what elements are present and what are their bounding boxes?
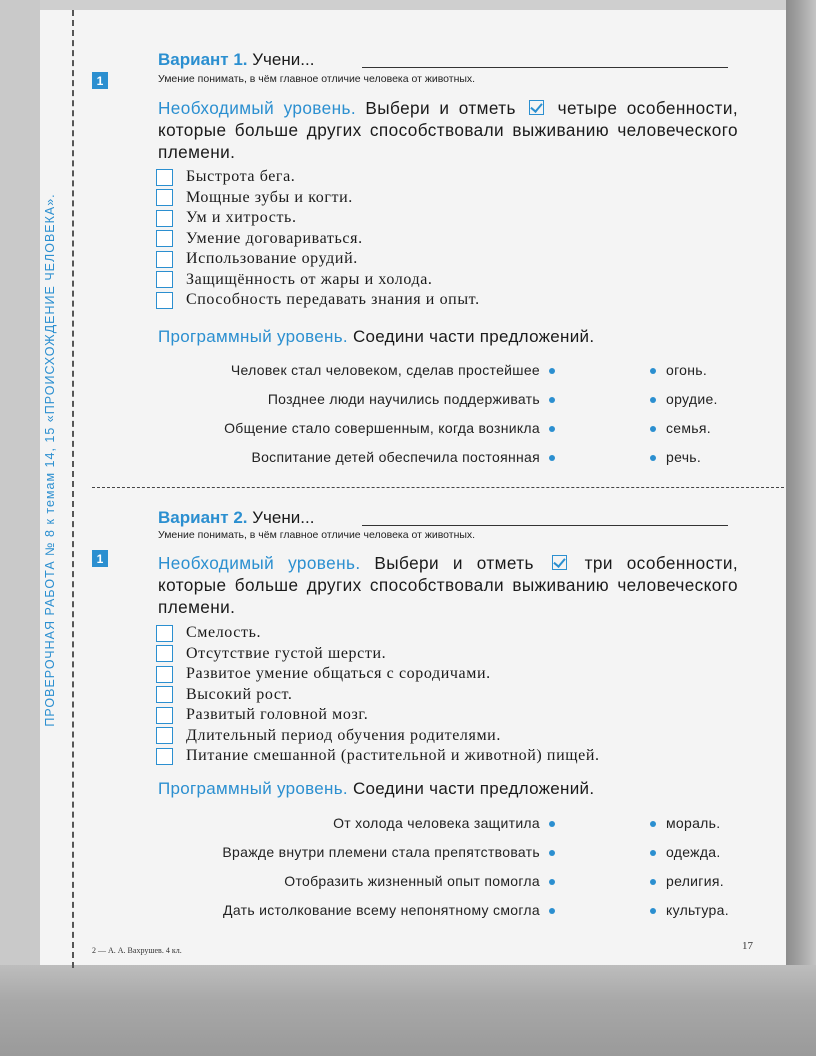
match-right-text: религия. (666, 873, 724, 889)
variant-2-option (156, 664, 600, 685)
scan-background-bottom (0, 965, 816, 1056)
checkbox[interactable] (156, 292, 173, 309)
checkmark-icon (529, 100, 544, 115)
option-label: Отсутствие густой шерсти. (186, 644, 387, 662)
variant-1-task-after: четыре особенности, которые больше других способствовали выживанию человеческого племени. (158, 98, 739, 162)
match-left-text: Воспитание детей обеспечила постоянная (251, 449, 540, 465)
variant-2-option (156, 623, 600, 644)
option-label: Питание смешанной (растительной и животной) пищей. (186, 747, 600, 765)
match-right-text: культура. (666, 902, 729, 918)
variant-1-task-level: Необходимый уровень. (158, 98, 357, 118)
match-left-text: Отобразить жизненный опыт помогла (284, 873, 540, 889)
variant-2-program-text: Соедини части предложений. (347, 779, 595, 798)
match-dot-left[interactable] (549, 368, 555, 374)
checkbox[interactable] (156, 645, 173, 662)
variant-1-option (156, 249, 480, 270)
checkbox[interactable] (156, 686, 173, 703)
match-dot-left[interactable] (549, 850, 555, 856)
variant-1-option (156, 208, 480, 229)
variant-1-task-text (158, 97, 738, 163)
variant-1-program-task (158, 327, 594, 347)
match-left-text: Позднее люди научились поддерживать (267, 391, 540, 407)
match-dot-left[interactable] (549, 426, 555, 432)
variant-2-student-label: Учени... (252, 508, 315, 527)
footer-credit: 2 — А. А. Вахрушев. 4 кл. (92, 946, 182, 955)
match-dot-right[interactable] (650, 821, 656, 827)
checkbox[interactable] (156, 625, 173, 642)
match-left-text: Человек стал человеком, сделав простейшее (230, 362, 540, 378)
match-row (0, 815, 816, 835)
variant-2-option (156, 685, 600, 706)
variant-1-option (156, 270, 480, 291)
option-label: Умение договариваться. (186, 229, 363, 247)
match-row (0, 391, 816, 411)
match-row (0, 873, 816, 893)
match-row (0, 362, 816, 382)
option-label: Мощные зубы и когти. (186, 188, 353, 206)
match-right-text: семья. (666, 420, 711, 436)
match-dot-left[interactable] (549, 879, 555, 885)
match-left-text: Дать истолкование всему непонятному смогла (223, 902, 540, 918)
match-row (0, 420, 816, 440)
variant-2-task-level: Необходимый уровень. (158, 553, 361, 573)
variant-2-option (156, 644, 600, 665)
option-label: Смелость. (186, 624, 262, 642)
match-dot-right[interactable] (650, 850, 656, 856)
sidebar-caption: ПРОВЕРОЧНАЯ РАБОТА № 8 к темам 14, 15 «ПРОИСХОЖДЕНИЕ ЧЕЛОВЕКА». (43, 193, 57, 727)
variant-1-subtitle: Умение понимать, в чём главное отличие человека от животных. (158, 73, 476, 85)
option-label: Использование орудий. (186, 250, 358, 268)
option-label: Развитый головной мозг. (186, 706, 369, 724)
checkbox[interactable] (156, 748, 173, 765)
match-dot-right[interactable] (650, 397, 656, 403)
match-dot-right[interactable] (650, 368, 656, 374)
checkbox[interactable] (156, 271, 173, 288)
option-label: Высокий рост. (186, 685, 293, 703)
variant-1-program-level: Программный уровень. (158, 327, 348, 346)
variant-2-task-before: Выбери и отметь (360, 553, 548, 573)
match-right-text: одежда. (666, 844, 721, 860)
option-label: Длительный период обучения родителями. (186, 726, 501, 744)
match-left-text: От холода человека защитила (333, 815, 540, 831)
variant-2-header (158, 508, 314, 528)
scan-background-left (0, 0, 40, 1056)
variant-1-student-label: Учени... (252, 50, 315, 69)
variant-1-program-text: Соедини части предложений. (347, 327, 595, 346)
option-label: Ум и хитрость. (186, 209, 297, 227)
variant-1-name-field[interactable] (362, 67, 728, 68)
variant-2-option (156, 726, 600, 747)
match-dot-left[interactable] (549, 397, 555, 403)
match-dot-right[interactable] (650, 426, 656, 432)
checkbox[interactable] (156, 189, 173, 206)
checkbox[interactable] (156, 707, 173, 724)
match-row (0, 902, 816, 922)
variant-1-option (156, 229, 480, 250)
checkbox[interactable] (156, 727, 173, 744)
variant-2-subtitle: Умение понимать, в чём главное отличие человека от животных. (158, 529, 476, 541)
match-right-text: речь. (666, 449, 702, 465)
checkmark-icon (552, 555, 567, 570)
variant-2-task-text (158, 552, 738, 618)
variant-1-task-before: Выбери и отметь (356, 98, 526, 118)
variant-2-program-task (158, 779, 594, 799)
checkbox[interactable] (156, 251, 173, 268)
checkbox[interactable] (156, 230, 173, 247)
option-label: Быстрота бега. (186, 168, 296, 186)
match-dot-left[interactable] (549, 908, 555, 914)
match-row (0, 449, 816, 469)
match-dot-right[interactable] (650, 879, 656, 885)
match-left-text: Вражде внутри племени стала препятствовать (222, 844, 540, 860)
match-dot-left[interactable] (549, 821, 555, 827)
match-left-text: Общение стало совершенным, когда возникла (224, 420, 540, 436)
variant-2-option (156, 705, 600, 726)
checkbox[interactable] (156, 169, 173, 186)
match-right-text: мораль. (666, 815, 721, 831)
variant-2-program-level: Программный уровень. (158, 779, 348, 798)
option-label: Способность передавать знания и опыт. (186, 291, 480, 309)
match-dot-left[interactable] (549, 455, 555, 461)
option-label: Защищённость от жары и холода. (186, 270, 433, 288)
variant-2-options (156, 623, 600, 767)
match-right-text: огонь. (666, 362, 708, 378)
cut-line-horizontal (92, 487, 784, 488)
variant-2-label: Вариант 2. (158, 508, 248, 527)
variant-1-option (156, 188, 480, 209)
checkbox[interactable] (156, 666, 173, 683)
match-right-text: орудие. (666, 391, 718, 407)
variant-1-options (156, 167, 480, 311)
variant-1-task-badge: 1 (92, 72, 108, 89)
variant-2-task-badge: 1 (92, 550, 108, 567)
page-number: 17 (742, 940, 753, 952)
scan-background-right (786, 0, 816, 1056)
variant-1-header (158, 50, 314, 70)
variant-1-option (156, 167, 480, 188)
variant-1-option (156, 290, 480, 311)
variant-2-option (156, 746, 600, 767)
option-label: Развитое умение общаться с сородичами. (186, 665, 491, 683)
variant-2-name-field[interactable] (362, 525, 728, 526)
match-dot-right[interactable] (650, 908, 656, 914)
match-dot-right[interactable] (650, 455, 656, 461)
checkbox[interactable] (156, 210, 173, 227)
variant-1-label: Вариант 1. (158, 50, 248, 69)
variant-2-task-after: три особенности, которые больше других способствовали выживанию человеческого племени. (158, 553, 739, 617)
match-row (0, 844, 816, 864)
